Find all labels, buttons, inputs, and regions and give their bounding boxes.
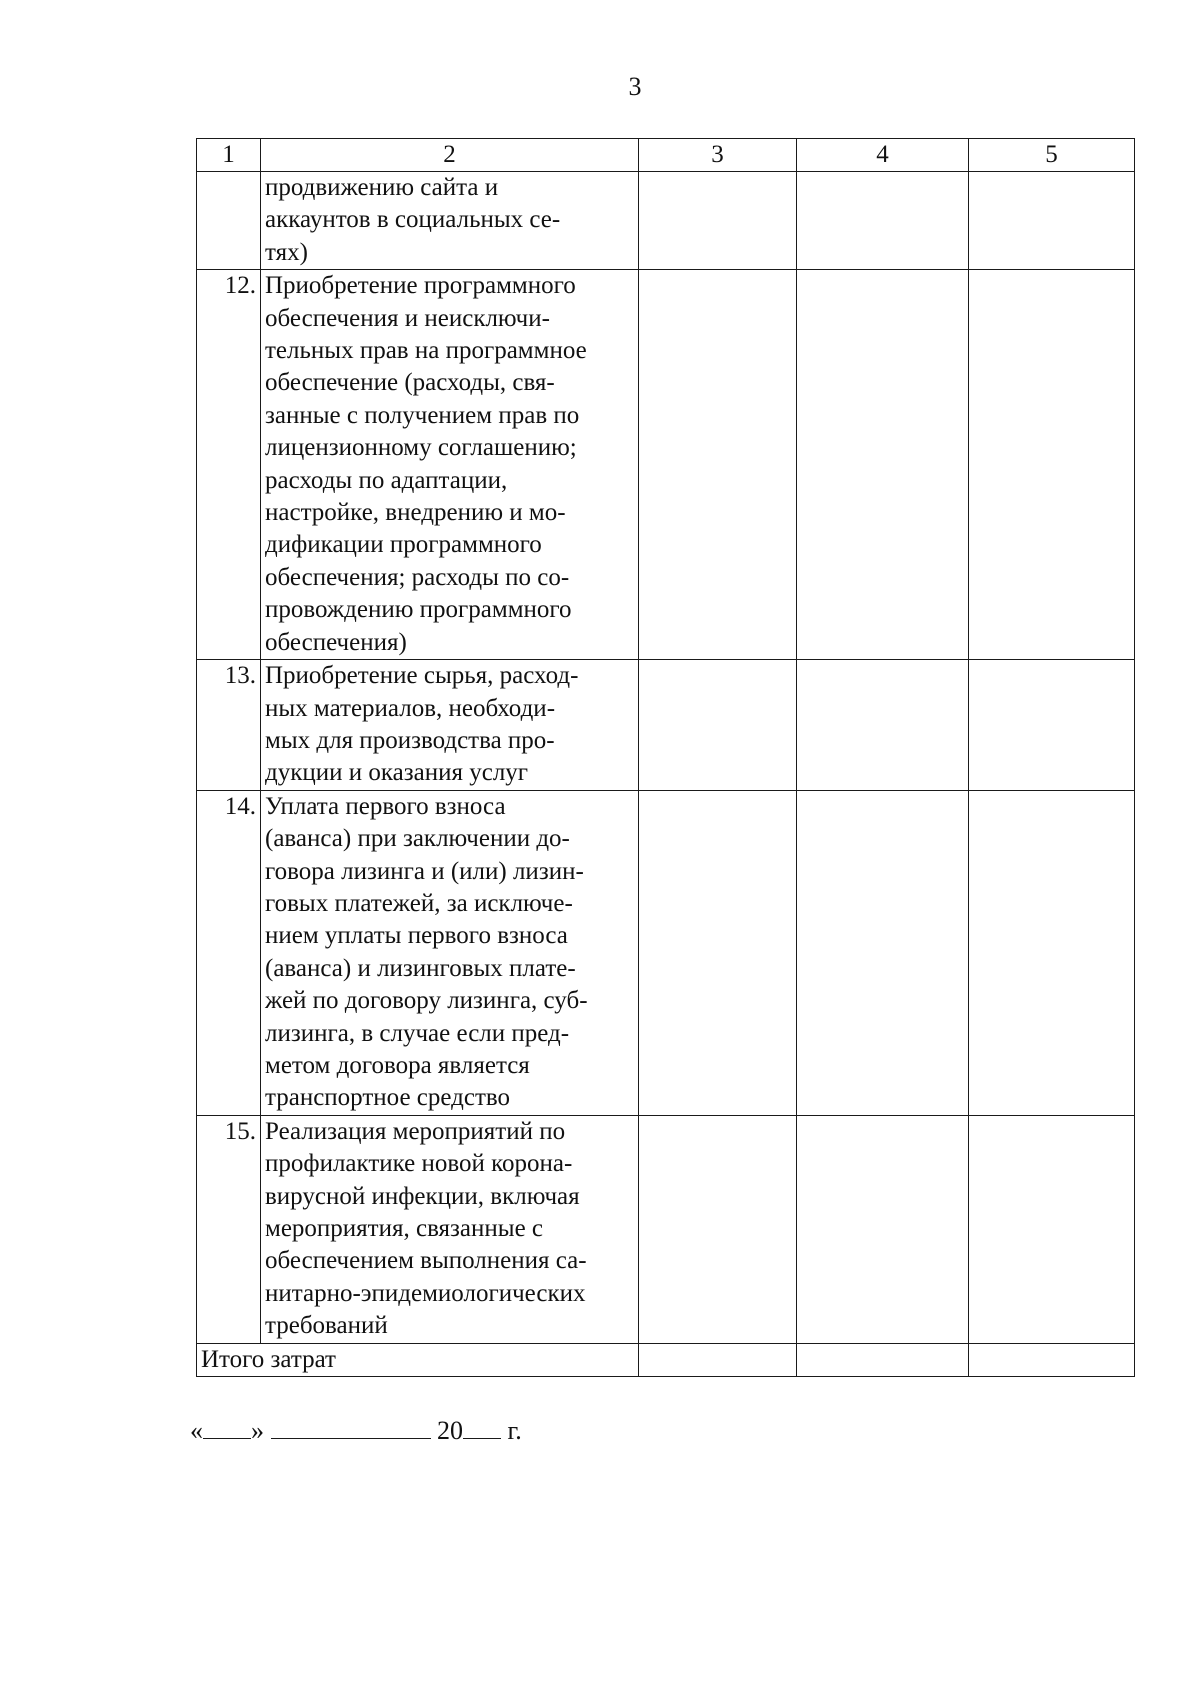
- description-line: расходы по адаптации,: [265, 466, 508, 494]
- column-header: 4: [797, 139, 969, 172]
- value-cell: [639, 660, 797, 791]
- year-blank: [463, 1414, 501, 1439]
- date-line: [190, 1414, 522, 1446]
- description-line: дификации программного: [265, 531, 542, 559]
- row-description: [261, 172, 639, 270]
- description-line: требований: [265, 1312, 388, 1340]
- description-line: обеспечения; расходы по со-: [265, 563, 570, 591]
- description-line: лизинга, в случае если пред-: [265, 1019, 570, 1047]
- row-number: 12.: [197, 270, 261, 660]
- column-header: 3: [639, 139, 797, 172]
- description-line: говых платежей, за исключе-: [265, 889, 573, 917]
- description-line: говора лизинга и (или) лизин-: [265, 857, 584, 885]
- value-cell: [797, 1115, 969, 1343]
- table-row: [197, 1115, 1135, 1343]
- description-line: обеспечением выполнения са-: [265, 1247, 587, 1275]
- total-cell: [797, 1343, 969, 1376]
- description-line: тях): [265, 238, 308, 266]
- table-header-row: [197, 139, 1135, 172]
- day-blank: [203, 1414, 251, 1439]
- value-cell: [797, 790, 969, 1115]
- value-cell: [797, 270, 969, 660]
- description-line: продвижению сайта и: [265, 174, 499, 201]
- description-line: (аванса) и лизинговых плате-: [265, 954, 576, 982]
- description-line: жей по договору лизинга, суб-: [265, 987, 588, 1015]
- description-line: обеспечения): [265, 628, 407, 656]
- row-number: [197, 172, 261, 270]
- description-line: настройке, внедрению и мо-: [265, 499, 566, 527]
- column-header: 2: [261, 139, 639, 172]
- description-line: (аванса) при заключении до-: [265, 825, 570, 853]
- month-blank: [271, 1414, 431, 1439]
- value-cell: [969, 172, 1135, 270]
- description-line: нием уплаты первого взноса: [265, 922, 568, 950]
- cost-table: [196, 138, 1135, 1377]
- year-suffix: г.: [507, 1416, 522, 1445]
- description-line: лицензионному соглашению;: [265, 434, 577, 462]
- value-cell: [639, 1115, 797, 1343]
- table-row: [197, 660, 1135, 791]
- value-cell: [969, 790, 1135, 1115]
- value-cell: [969, 270, 1135, 660]
- date-close-quote: »: [251, 1416, 264, 1445]
- page-number: 3: [628, 72, 642, 101]
- total-cell: [969, 1343, 1135, 1376]
- row-description: [261, 1115, 639, 1343]
- value-cell: [797, 660, 969, 791]
- row-number: 13.: [197, 660, 261, 791]
- description-line: обеспечения и неисключи-: [265, 304, 550, 332]
- description-line: Реализация мероприятий по: [265, 1117, 566, 1145]
- table-body: [197, 172, 1135, 1377]
- row-description: [261, 660, 639, 791]
- description-line: аккаунтов в социальных се-: [265, 206, 561, 234]
- total-label: Итого затрат: [197, 1343, 639, 1376]
- description-line: провождению программного: [265, 596, 572, 624]
- description-line: метом договора является: [265, 1051, 530, 1079]
- description-line: Приобретение сырья, расход-: [265, 662, 579, 690]
- description-line: дукции и оказания услуг: [265, 759, 529, 787]
- description-line: занные с получением прав по: [265, 401, 580, 429]
- row-number: 15.: [197, 1115, 261, 1343]
- description-line: транспортное средство: [265, 1084, 511, 1112]
- row-number: 14.: [197, 790, 261, 1115]
- row-description: [261, 790, 639, 1115]
- description-line: Приобретение программного: [265, 272, 576, 300]
- year-prefix: 20: [437, 1416, 463, 1445]
- description-line: Уплата первого взноса: [265, 792, 506, 820]
- value-cell: [969, 660, 1135, 791]
- total-cell: [639, 1343, 797, 1376]
- table-row: [197, 172, 1135, 270]
- row-description: [261, 270, 639, 660]
- description-line: профилактике новой корона-: [265, 1150, 573, 1178]
- total-row: [197, 1343, 1135, 1376]
- description-line: вирусной инфекции, включая: [265, 1182, 580, 1210]
- date-open-quote: «: [190, 1416, 203, 1445]
- description-line: тельных прав на программное: [265, 337, 587, 365]
- description-line: обеспечение (расходы, свя-: [265, 369, 555, 397]
- value-cell: [639, 270, 797, 660]
- column-header: 1: [197, 139, 261, 172]
- value-cell: [797, 172, 969, 270]
- description-line: ных материалов, необходи-: [265, 694, 556, 722]
- value-cell: [639, 790, 797, 1115]
- value-cell: [639, 172, 797, 270]
- table-row: [197, 790, 1135, 1115]
- description-line: нитарно-эпидемиологических: [265, 1279, 586, 1307]
- description-line: мероприятия, связанные с: [265, 1215, 544, 1242]
- table-row: [197, 270, 1135, 660]
- value-cell: [969, 1115, 1135, 1343]
- description-line: мых для производства про-: [265, 726, 555, 754]
- column-header: 5: [969, 139, 1135, 172]
